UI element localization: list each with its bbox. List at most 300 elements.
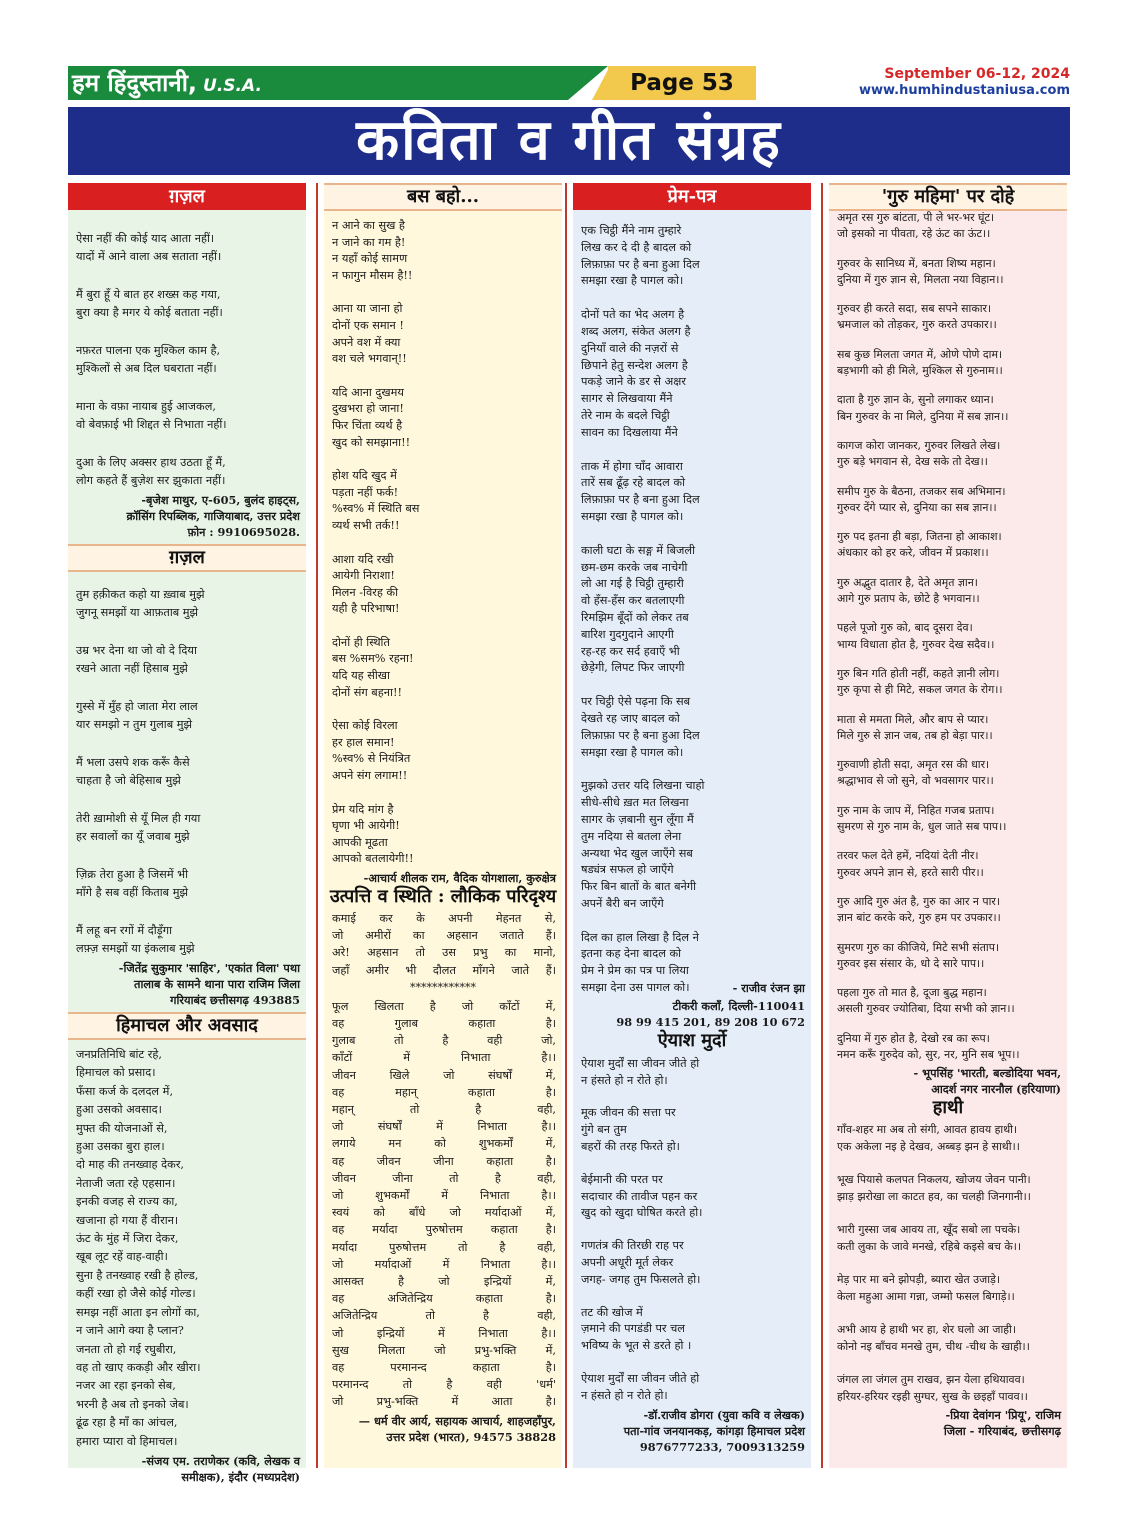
- masthead: [68, 66, 1070, 100]
- poem-line: वह मर्यादा पुरुषोत्तम कहाता है।: [332, 1223, 556, 1237]
- poem-line: बारिश गुदगुदाने आएगी: [581, 627, 674, 641]
- stanza: [837, 757, 1061, 790]
- poem-title: ऐयाश मुर्दो: [657, 1029, 727, 1051]
- poem-line: दुआ के लिए अक्सर हाथ उठता हूँ मैं,: [76, 456, 226, 469]
- poem-line: मिलन -विरह की: [332, 585, 399, 599]
- column-4: [829, 183, 1067, 1468]
- poem-line: ज़िक्र तेरा हुआ है जिसमें भी: [76, 868, 189, 881]
- credit-line: फ़ोन : 9910695028.: [187, 525, 300, 539]
- poem-line: महान् तो है वही,: [332, 1103, 556, 1117]
- poem-line: पहले पूजो गुरु को, बाद दूसरा देव।: [837, 621, 973, 635]
- stanza: [581, 307, 805, 441]
- poem-line: इतना कह देना बादल को: [581, 947, 682, 961]
- poem-line: लो आ गई है चिट्ठी तुम्हारी: [581, 577, 684, 591]
- poem-line: लोग कहते हैं बुज़ेश सर झुकाता नहीं।: [76, 474, 226, 487]
- poem-line: पहला गुरु तो मात है, दूजा बुद्ध महान।: [837, 986, 987, 1000]
- poem-line: समझा देना उस पागल को।: [581, 981, 690, 995]
- poem-line: तट की खोज में: [581, 1305, 643, 1319]
- poem-line: आयेगी निराशा!: [332, 569, 395, 583]
- poem-title: 'गुरु महिमा' पर दोहे: [829, 183, 1067, 211]
- poem-line: सुख मिलता जो प्रभु-भक्ति में,: [332, 1343, 556, 1357]
- poem-line: वह परमानन्द कहाता है।: [332, 1361, 556, 1375]
- poem-line: दुनिया में गुरु ज्ञान से, मिलता नया विहान।।: [837, 272, 1004, 286]
- stanza: [837, 803, 1061, 836]
- poem-line: सुमरण से गुरु नाम के, धुल जाते सब पाप।।: [837, 820, 1007, 834]
- poem-line: हर हाल समान!: [332, 735, 395, 749]
- poem-ayyash: [573, 1056, 811, 1455]
- website-link[interactable]: www.humhindustaniusa.com: [858, 83, 1070, 98]
- stanza: [76, 922, 300, 958]
- poem-line: व्यर्थ सभी तर्क!!: [332, 518, 400, 532]
- brand-name: [68, 66, 568, 100]
- poem-line: होश यदि खुद में: [332, 469, 397, 483]
- credit-line: -डॉ.राजीव डोगरा (युवा कवि व लेखक): [643, 1407, 805, 1422]
- poem-title: प्रेम-पत्र: [573, 183, 811, 210]
- poem-title: बस बहो...: [324, 183, 562, 211]
- poem-credit: [837, 1065, 1061, 1097]
- stanza: [837, 894, 1061, 927]
- poem-line: गुरुवर के सानिध्य में, बनता शिष्य महान।: [837, 256, 996, 270]
- poem-line: अरे! अहसान तो उस प्रभु का मानो,: [332, 946, 556, 960]
- poem-line: मुफ्त की योजनाओं से,: [76, 1121, 168, 1135]
- poem-line: भविष्य के भूत से डरते हो ।: [581, 1339, 692, 1353]
- stanza: [837, 1321, 1061, 1355]
- stanza: [581, 1105, 805, 1155]
- credit-line: -प्रिया देवांगन 'प्रियू', राजिम: [945, 1408, 1061, 1423]
- poem-line: बहरों की तरह फिरते हो।: [581, 1140, 680, 1154]
- poem-line: दोनों संग बहना!!: [332, 685, 403, 699]
- poem-line: भ्रमजाल को तोड़कर, गुरु करते उपकार।।: [837, 318, 997, 332]
- poem-credit: [837, 1407, 1061, 1439]
- stanza: [76, 286, 300, 322]
- poem-prem-patra: [573, 223, 811, 1030]
- poem-line: मैं बुरा हूँ ये बात हर शख्स कह गया,: [76, 288, 221, 301]
- stanza: [581, 223, 805, 290]
- stanza: [837, 666, 1061, 699]
- poem-line: उम्र भर देना था जो वो दे दिया: [76, 644, 197, 657]
- poem-line: %स्व% में स्थिति बस: [332, 502, 420, 516]
- poem-credit-name: - राजीव रंजन झा: [732, 980, 805, 995]
- stanza: [76, 454, 300, 490]
- poem-line: कागज कोरा जानकर, गुरुवर लिखते लेख।: [837, 438, 1001, 452]
- poem-line: अपनें बैरी बन जाएँगे: [581, 896, 664, 910]
- poem-line: नेताजी जता रहे एहसान।: [76, 1176, 176, 1190]
- credit-line: — धर्म वीर आर्य, सहायक आचार्य, शाहजहाँपुर,: [358, 1413, 556, 1428]
- poem-line: वो बेवफ़ाई भी शिद्दत से निभाता नहीं।: [76, 418, 227, 431]
- poem-line: हिमाचल को प्रसाद।: [76, 1066, 156, 1080]
- poem-line: ऐसा नहीं की कोई याद आता नहीं।: [76, 232, 215, 245]
- poem-line: हरियर-हरियर रइही सुग्घर, सुख के छइहाँ पावव।।: [837, 1390, 1028, 1404]
- poem-line: लिख कर दे दी है बादल को: [581, 240, 692, 254]
- credit-line: टीकरी कलाँ, दिल्ली-110041: [672, 998, 805, 1013]
- stanza: [332, 385, 556, 451]
- stanza: [837, 256, 1061, 289]
- poem-line: फँसा कर्ज के दलदल में,: [76, 1084, 174, 1098]
- poem-line: अपनी अधूरी मूर्त लेकर: [581, 1256, 674, 1270]
- stanza: [837, 575, 1061, 608]
- poem-line: यही है परिभाषा!: [332, 602, 400, 616]
- poem-line: जो इन्द्रियों में निभाता है।।: [332, 1326, 556, 1340]
- poem-line: लिफ़ाफ़ा पर है बना हुआ दिल: [581, 257, 700, 271]
- poem-line: ज़माने की पगडंडी पर चल: [581, 1322, 685, 1336]
- poem-line: न फागुन मौसम है!!: [332, 268, 413, 282]
- stanza: [76, 866, 300, 902]
- poem-line: जुगनू समझों या आफ़ताब मुझे: [76, 606, 199, 619]
- stanza: [581, 778, 805, 912]
- stanza: [837, 210, 1061, 243]
- poem-line: काँटों में निभाता है।।: [332, 1051, 556, 1065]
- poem-line: खुद को खुदा घोषित करते हो।: [581, 1206, 703, 1220]
- poem-line: वह गुलाब कहाता है।: [332, 1017, 556, 1031]
- poem-line: जो मर्यादाओं में निभाता है।।: [332, 1257, 556, 1271]
- poem-line: गुरुवर देंगे प्यार से, दुनिया का सब ज्ञान।।: [837, 500, 997, 514]
- poem-line: अमृत रस गुरु बांटता, पी ले भर-भर घूंट।: [837, 211, 995, 224]
- poem-line: जंगल ला जंगल तुम राखव, झन येला हथियावव।: [837, 1373, 1025, 1387]
- poem-line: पकड़े जाने के डर से अक्षर: [581, 375, 686, 389]
- poem-line: अंधकार को हर करे, जीवन में प्रकाश।।: [837, 546, 989, 560]
- poem-line: यदि यह सीखा: [332, 669, 390, 683]
- poem-line: गुरु बड़े भगवान से, देख सके तो देख।।: [837, 455, 988, 469]
- poem-line: सब कुछ मिलता जगत में, ओणे पोणे दाम।: [837, 347, 1003, 361]
- poem-line: भरनी है अब तो इनको जेब।: [76, 1397, 189, 1411]
- poem-title: उत्पत्ति व स्थिति : लौकिक परिदृश्य: [329, 886, 557, 907]
- poem-line: गुरुवाणी होती सदा, अमृत रस की धार।: [837, 758, 990, 772]
- poem-line: दुनियाँ वाले की नज़रों से: [581, 341, 679, 355]
- poem-line: घृणा भी आयेगी!: [332, 819, 400, 833]
- poem-line: रखने आता नहीं हिसाब मुझे: [76, 662, 188, 675]
- poem-line: गुरु अद्भुत दातार है, देते अमृत ज्ञान।: [837, 575, 978, 589]
- credit-line: -जितेंद्र सुकुमार 'साहिर', 'एकांत विला' पथा: [118, 961, 300, 975]
- poem-line: गुरु नाम के जाप में, निहित गजब प्रताप।: [837, 803, 995, 817]
- poem-bas-baho: [324, 218, 562, 886]
- poem-line: न हंसते हो न रोते हो।: [581, 1388, 668, 1402]
- poem-line: मुझको उत्तर यदि लिखना चाहो: [581, 779, 705, 793]
- poem-line: रिमझिम बूँदों को लेकर तब: [581, 610, 689, 624]
- stanza: [332, 802, 556, 868]
- poem-line: गुरु आदि गुरु अंत है, गुरु का आर न पार।: [837, 894, 1000, 908]
- poem-credit: [581, 998, 805, 1030]
- poem-line: ऐयाश मुर्दों सा जीवन जीते हो: [581, 1056, 700, 1070]
- poem-line: लिफ़ाफ़ा पर है बना हुआ दिल: [581, 493, 700, 507]
- poem-line: वह जीवन जीना कहाता है।: [332, 1154, 556, 1168]
- poem-line: वह महान् कहाता है।: [332, 1085, 556, 1099]
- poem-line: बस %सम% रहना!: [332, 652, 414, 666]
- poem-line: आगे गुरु प्रताप के, छोटे है भगवान।।: [837, 592, 980, 606]
- poem-title: ग़ज़ल: [68, 544, 306, 572]
- poem-line: यदि आना दुखमय: [332, 385, 404, 399]
- poem-line: मुश्किलों से अब दिल घबराता नहीं।: [76, 362, 217, 375]
- poem-line: गुरु पद इतना ही बड़ा, जितना हो आकाश।: [837, 530, 1002, 544]
- stanza: [332, 635, 556, 701]
- credit-line: उत्तर प्रदेश (भारत), 94575 38828: [386, 1429, 556, 1444]
- section-banner: कविता व गीत संग्रह: [68, 107, 1070, 175]
- poem-line: कोनो नइ बाँचव मनखे तुम, चीथ -चीथ के खाही।।: [837, 1340, 1030, 1354]
- poem-line: %स्व% से नियंत्रित: [332, 752, 411, 766]
- poem-line: स्वयं को बाँधे जो मर्यादाओं में,: [332, 1206, 556, 1220]
- poem-line: अभी आय हे हाथी भर हा, शेर घलो आ जाही।: [837, 1323, 1017, 1337]
- poem-line: वह अजितेन्द्रिय कहाता है।: [332, 1292, 556, 1306]
- poem-line: चाहता है जो बेहिसाब मुझे: [76, 774, 181, 787]
- poem-line: खजाना हो गया हैं वीरान।: [76, 1213, 179, 1227]
- poem-line: आपको बतलायेगी!!: [332, 852, 414, 866]
- brand-title: हम हिंदुस्तानी,: [72, 69, 198, 97]
- poem-line: गुस्से में मुँह हो जाता मेरा लाल: [76, 700, 198, 713]
- poem-line: तेरी ख़ामोशी से यूँ मिल ही गया: [76, 812, 201, 825]
- stanza: [581, 543, 805, 677]
- poem-line: फिर बिन बातों के बात बनेगी: [581, 880, 697, 894]
- column-2: [324, 183, 562, 1468]
- poem-line: समझा रखा है पागल को।: [581, 509, 684, 523]
- poem-line: बड़भागी को ही मिले, मुश्किल से गुरुनाम।।: [837, 364, 1003, 378]
- credit-line: 9876777233, 7009313259: [639, 1439, 805, 1454]
- stanza: [332, 468, 556, 534]
- poem-line: जनता तो हो गई रघुबीरा,: [76, 1342, 177, 1356]
- poem-line: समीप गुरु के बैठना, तजकर सब अभिमान।: [837, 484, 1006, 498]
- poem-line: सुना है तनख्वाह रखी है होल्ड,: [76, 1268, 199, 1282]
- poem-line: प्रेम ने प्रेम का पत्र पा लिया: [581, 964, 689, 978]
- poem-line: सीधे-सीधे ख़त मत लिखना: [581, 796, 689, 810]
- poem-line: समझा रखा है पागल को।: [581, 745, 684, 759]
- poem-line: समझा रखा है पागल को।: [581, 274, 684, 288]
- poem-credit: [332, 1413, 556, 1445]
- stanza: [76, 810, 300, 846]
- poem-line: तेरे नाम के बदले चिट्ठी: [581, 408, 670, 422]
- poem-line: हर सवालों का यूँ जवाब मुझे: [76, 830, 190, 843]
- poem-line: फूल खिलता है जो काँटों में,: [332, 999, 556, 1013]
- stanza: [837, 438, 1061, 471]
- stanza: [332, 301, 556, 367]
- stanza: [837, 620, 1061, 653]
- stanza: [332, 218, 556, 284]
- stanza: [581, 459, 805, 526]
- poem-line: नजर आ रहा इनको सेब,: [76, 1379, 176, 1393]
- stanza: [837, 1171, 1061, 1205]
- column-3: [573, 183, 811, 1468]
- poem-credit: [332, 870, 556, 886]
- stanza: [76, 642, 300, 678]
- poem-ghazal-2: [68, 586, 306, 1008]
- poem-line: यादों में आने वाला अब सताता नहीं।: [76, 250, 222, 263]
- poem-credit: [76, 960, 300, 1008]
- poem-line: लफ़्ज़ समझों या इंकलाब मुझे: [76, 942, 195, 955]
- stanza: [837, 1221, 1061, 1255]
- poem-line: दोनों एक समान !: [332, 318, 404, 332]
- stanza: [837, 392, 1061, 425]
- poem-line: आशा यदि रखी: [332, 552, 394, 566]
- poem-line: दोनों पते का भेद अलग है: [581, 308, 685, 322]
- stanza: [332, 552, 556, 618]
- poem-line: समझ नहीं आता इन लोगों का,: [76, 1305, 200, 1319]
- column-divider: [565, 183, 567, 1468]
- poem-line: भाग्य विधाता होत है, गुरुवर देख सदैव।।: [837, 637, 995, 651]
- poem-line: कती लुका के जावे मनखे, रहिबे कइसे बच के।।: [837, 1240, 1022, 1254]
- poem-line: आना या जाना हो: [332, 302, 403, 316]
- poem-line: दुनिया में गुरु होत है, देखो रब का रूप।: [837, 1031, 990, 1045]
- stanza: [581, 1238, 805, 1288]
- poem-line: यार समझो न तुम गुलाब मुझे: [76, 718, 193, 731]
- poem-line: वश चले भगवान्!!: [332, 352, 407, 366]
- poem-credit: [76, 492, 300, 540]
- poem-line: इनकी वजह से राज्य का,: [76, 1195, 178, 1209]
- poem-line: गुरु कृपा से ही मिटे, सकल जगत के रोग।।: [837, 683, 1003, 697]
- poem-line: मूक जीवन की सत्ता पर: [581, 1106, 676, 1120]
- poem-line: हमारा प्यारा वो हिमाचल।: [76, 1434, 178, 1448]
- poem-line: तुम हक़ीकत कहो या ख़्वाब मुझे: [76, 588, 205, 601]
- credit-line: आदर्श नगर नारनौल (हरियाणा): [931, 1082, 1061, 1097]
- poem-line: पर चिट्ठी ऐसे पढ़ना कि सब: [581, 695, 691, 709]
- poem-title: हाथी: [932, 1097, 964, 1119]
- poem-line: एक अकेला नइ हे देखव, अब्बड़ झन हे साथी।।: [837, 1140, 1020, 1154]
- poem-line: एक चिट्ठी मैंने नाम तुम्हारे: [581, 224, 682, 237]
- poem-line: गुरुवर इस संसार के, धो दे सारे पाप।।: [837, 956, 985, 970]
- credit-line: गरियाबंद छत्तीसगढ़ 493885: [170, 993, 300, 1007]
- poem-line: दाता है गुरु ज्ञान के, सुनो लगाकर ध्यान।: [837, 393, 994, 407]
- poem-line: गुरुवर ही करते सदा, सब सपने साकार।: [837, 302, 992, 316]
- poem-line: लगाये मन को शुभकर्मों में,: [332, 1137, 556, 1151]
- poem-line: आपकी मूढता: [332, 835, 388, 849]
- poem-line: जो प्रभु-भक्ति में आता है।: [332, 1395, 556, 1409]
- stanza: [76, 586, 300, 622]
- issue-date: September 06-12, 2024: [884, 66, 1070, 82]
- poem-line: न जाने आगे क्या है प्लान?: [76, 1324, 184, 1338]
- stanza: [837, 484, 1061, 517]
- poem-line: दो माह की तनख्वाह देकर,: [76, 1158, 185, 1172]
- poem-line: सावन का दिखलाया मैंने: [581, 425, 678, 439]
- poem-line: भारी गुस्सा जब आवय ता, खूँद सबो ला पचके।: [837, 1223, 1021, 1237]
- poem-credit: [76, 1453, 300, 1485]
- issue-info: [859, 66, 1070, 99]
- poem-line: ऊंट के मुंह में जिरा देकर,: [76, 1232, 179, 1246]
- stanza: [76, 754, 300, 790]
- poem-line: छम-छम करके जब नाचेगी: [581, 560, 688, 574]
- poem-line: लिफ़ाफ़ा पर है बना हुआ दिल: [581, 728, 700, 742]
- brand-suffix: U.S.A.: [203, 76, 262, 96]
- poem-line: छिपाने हेतु सन्देश अलग है: [581, 358, 688, 372]
- poem-line: कमाई कर के अपनी मेहनत से,: [332, 912, 556, 925]
- credit-line: क्रॉसिंग रिपब्लिक, गाजियाबाद, उत्तर प्रदेश: [126, 509, 300, 523]
- stanza: [76, 698, 300, 734]
- poem-line: मिले गुरु से ज्ञान जब, तब हो बेड़ा पार।।: [837, 728, 993, 742]
- poem-line: जनप्रतिनिधि बांट रहे,: [76, 1048, 162, 1061]
- poem-line: कहीं रखा हो जैसे कोई गोल्ड।: [76, 1287, 196, 1301]
- poem-line: भूख पियासे कलपत निकलय, खोजय जेवन पानी।: [837, 1173, 1031, 1187]
- poem-line: रह-रह कर सर्द हवाएँ भी: [581, 644, 680, 658]
- poem-line: सदाचार की तावीज पहन कर: [581, 1189, 698, 1203]
- poem-line: वो हँस-हँस कर बतलाएगी: [581, 594, 685, 608]
- stanza: [332, 718, 556, 784]
- credit-line: तालाब के सामने थाना पारा राजिम जिला: [134, 977, 300, 991]
- poem-line: देखते रह जाए बादल को: [581, 711, 680, 725]
- credit-line: -बृजेश माथुर, ए-605, बुलंद हाइट्स,: [141, 493, 300, 507]
- poem-line: अपने वश में क्या: [332, 335, 401, 349]
- poem-line: झाड़ झरोखा ला काटत हव, का चलही जिनगानी।।: [837, 1190, 1031, 1204]
- poem-line: जीवन जीना तो है वही,: [332, 1171, 556, 1185]
- poem-haathi: [829, 1121, 1067, 1439]
- credit-line: -आचार्य शीलक राम, वैदिक योगशाला, कुरुक्षेत्र: [363, 871, 556, 885]
- poem-line: खूब लूट रहें वाह-वाही।: [76, 1250, 168, 1264]
- poem-line: सुमरण गुरु का कीजिये, मिटे सभी संताप।: [837, 940, 1000, 954]
- poem-line: गुरुवर अपने ज्ञान से, हरते सारी पीर।।: [837, 865, 984, 879]
- poem-line: दोनों ही स्थिति: [332, 635, 390, 649]
- stanza: [581, 1056, 805, 1090]
- stanza: [837, 529, 1061, 562]
- poem-title: हिमाचल और अवसाद: [68, 1012, 306, 1040]
- poem-line: मैं भला उसपे शक करूँ कैसे: [76, 756, 190, 769]
- poem-line: ताक में होगा चाँद आवारा: [581, 459, 683, 473]
- column-1: [68, 183, 306, 1484]
- stanza: [837, 1121, 1061, 1155]
- poem-line: मैं लहू बन रगों में दौड़ूँगा: [76, 924, 173, 937]
- poem-line: हुआ उसको अवसाद।: [76, 1103, 162, 1117]
- poem-himachal: [68, 1046, 306, 1485]
- poem-line: फिर चिंता व्यर्थ है: [332, 418, 403, 432]
- poem-line: छेड़ेगी, लिपट फिर जाएगी: [581, 661, 685, 675]
- poem-line: षड्यंत्र सफल हो जाएँगे: [581, 863, 674, 877]
- stanza: [837, 1271, 1061, 1305]
- poem-line: नफ़रत पालना एक मुश्किल काम है,: [76, 344, 221, 357]
- poem-line: न यहाँ कोई सामण: [332, 252, 408, 266]
- poem-line: जो इसको ना पीवता, रहे ऊंट का ऊंट।।: [837, 227, 991, 241]
- poem-line: माना के वफ़ा नायाब हुई आजकल,: [76, 400, 216, 413]
- stanza: [837, 301, 1061, 334]
- credit-line: 98 99 415 201, 89 208 10 672: [616, 1014, 805, 1029]
- poem-line: अजितेन्द्रिय तो है वही,: [332, 1309, 556, 1323]
- poem-line: प्रेम यदि मांग है: [332, 802, 394, 816]
- poem-line: ऐसा कोई विरला: [332, 719, 398, 733]
- poem-title: ग़ज़ल: [68, 183, 306, 210]
- stanza: [837, 1031, 1061, 1064]
- poem-line: हुआ उसका बुरा हाल।: [76, 1140, 165, 1154]
- poem-line: ऐयाश मुर्दों सा जीवन जीते हो: [581, 1372, 700, 1386]
- poem-line: परमानन्द तो है वही 'धर्म': [332, 1378, 556, 1392]
- poem-line: आसक्त है जो इन्द्रियों में,: [332, 1275, 556, 1289]
- poem-line: जगह- जगह तुम फिसलते हो।: [581, 1272, 701, 1286]
- stanza: [581, 694, 805, 761]
- poem-line: जीवन खिले जो संघर्षों में,: [332, 1068, 556, 1082]
- column-divider: [316, 183, 318, 1468]
- poem-line: शब्द अलग, संकेत अलग है: [581, 324, 691, 338]
- poem-line: तुम नदिया से बतला लेना: [581, 829, 682, 843]
- poem-line: बिन गुरुवर के ना मिले, दुनिया में सब ज्ञान।।: [837, 409, 1009, 423]
- poem-line: माता से ममता मिले, और बाप से प्यार।: [837, 712, 989, 726]
- poem-line: न जाने का गम है!: [332, 235, 406, 249]
- poem-line: बुरा क्या है मगर ये कोई बताता नहीं।: [76, 306, 223, 319]
- poem-line: दुखभरा हो जाना!: [332, 402, 404, 416]
- credit-line: - भूपसिंह 'भारती, बल्डोदिया भवन,: [913, 1066, 1061, 1081]
- poem-line: ज्ञान बांट करके करे, गुरु हम पर उपकार।।: [837, 911, 1001, 925]
- stanza: [837, 1371, 1061, 1405]
- poem-credit: [581, 1407, 805, 1455]
- poem-line: न हंसते हो न रोते हो।: [581, 1073, 668, 1087]
- column-divider: [821, 183, 823, 1468]
- poem-line: अपने संग लगाम!!: [332, 769, 408, 783]
- stanza: [76, 230, 300, 266]
- poem-line: जो संघर्षों में निभाता है।।: [332, 1120, 556, 1134]
- poem-line: ढूंढ रहा है माँ का आंचल,: [76, 1416, 178, 1430]
- poem-line: केला महुआ आमा गन्ना, जम्मो फसल बिगाड़े।।: [837, 1290, 1015, 1304]
- stanza: [581, 1371, 805, 1405]
- stanza: [76, 342, 300, 378]
- poem-line: जो शुभकर्मों में निभाता है।।: [332, 1189, 556, 1203]
- poem-utpatti: [324, 910, 562, 1445]
- separator: ************: [410, 980, 476, 994]
- poem-line: मेड़ पार मा बने झोपड़ी, ब्यारा खेत उजाड़े।: [837, 1273, 1000, 1287]
- poem-line: श्रद्धाभाव से जो सुने, वो भवसागर पार।।: [837, 774, 994, 788]
- poem-line: असली गुरुवर ज्योतिबा, दिया सभी को ज्ञान।।: [837, 1002, 1015, 1016]
- poem-line: गुलाब तो है वही जो,: [332, 1034, 556, 1048]
- poem-line: तारें सब ढूँढ़ रहे बादल को: [581, 476, 686, 490]
- poem-line: खुद को समझाना!!: [332, 435, 411, 449]
